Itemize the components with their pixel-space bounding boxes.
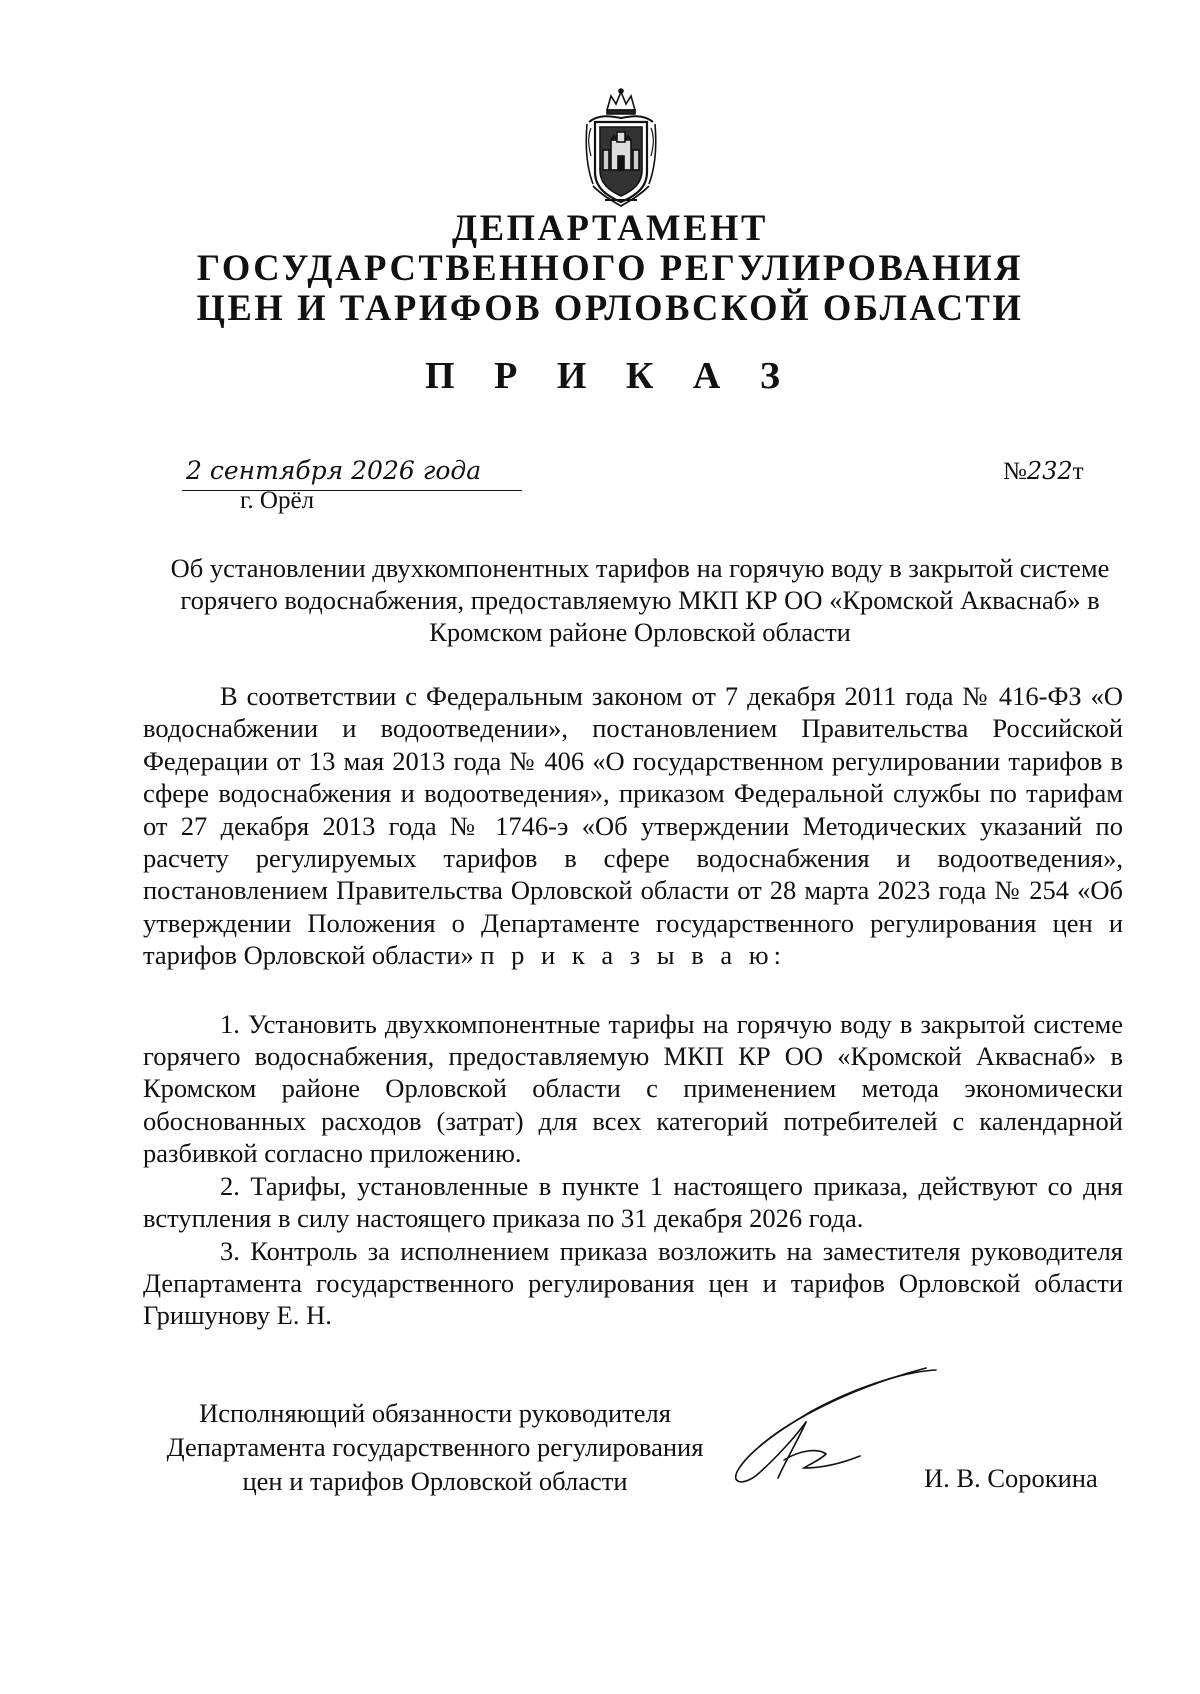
- order-number-handwritten: 232: [1026, 457, 1073, 485]
- order-date-handwritten: 2 сентября 2026 года: [182, 452, 522, 491]
- order-body: [143, 680, 1123, 1332]
- signatory-position-line: Исполняющий обязанности руководителя: [199, 1398, 671, 1428]
- order-city: г. Орёл: [240, 487, 315, 514]
- order-item: 1. Установить двухкомпонентные тарифы на горячую воду в закрытой системе горячего водоснабжения, предоставляемую МКП КР ОО «Кромской Акваснаб» в Кромском районе Орловской области с применением метода экономически обоснованных расходов (затрат) для всех категорий потребителей с календарной разбивкой согласно приложению.: [143, 1008, 1123, 1169]
- order-date-block: [182, 452, 522, 491]
- department-name: [0, 208, 1200, 328]
- order-item: 3. Контроль за исполнением приказа возложить на заместителя руководителя Департамента государственного регулирования цен и тарифов Орловской области Гришунову Е. Н.: [143, 1235, 1123, 1331]
- handwritten-signature: [700, 1350, 940, 1490]
- signatory-position-line: Департамента государственного регулирования: [166, 1432, 704, 1462]
- department-line: ГОСУДАРСТВЕННОГО РЕГУЛИРОВАНИЯ: [196, 247, 1024, 288]
- department-line: ДЕПАРТАМЕНТ: [452, 207, 768, 248]
- order-number-suffix: т: [1072, 458, 1084, 485]
- number-sign: №: [1003, 458, 1027, 485]
- prikazyvayu-word: п р и к а з ы в а ю:: [480, 940, 786, 971]
- order-subject: Об установлении двухкомпонентных тарифов на горячую воду в закрытой системе горячего водоснабжения, предоставляемую МКП КР ОО «Кромской Акваснаб» в Кромском районе Орловской области: [170, 553, 1110, 647]
- document-type-title: П Р И К А З: [425, 355, 795, 397]
- preamble-paragraph: [143, 680, 1123, 972]
- coat-of-arms-icon: [581, 88, 661, 210]
- preamble-text: В соответствии с Федеральным законом от 7 декабря 2011 года № 416-ФЗ «О водоснабжении и водоотведении», постановлением Правительства Российской Федерации от 13 мая 2013 года № 406 «О государственном регулировании тарифов в сфере водоснабжения и водоотведения», приказом Федеральной службы по тарифам от 27 декабря 2013 года № 1746-э «Об утверждении Методических указаний по расчету регулируемых тарифов в сфере водоснабжения и водоотведения», постановлением Правительства Орловской области от 28 марта 2023 года № 254 «Об утверждении Положения о Департаменте государственного регулирования цен и тарифов Орловской области»: [143, 681, 1123, 971]
- signatory-position: [150, 1396, 720, 1498]
- order-number: [1003, 457, 1084, 486]
- signatory-name: И. В. Сорокина: [924, 1463, 1098, 1493]
- signatory-position-line: цен и тарифов Орловской области: [242, 1466, 628, 1496]
- order-item: 2. Тарифы, установленные в пункте 1 настоящего приказа, действуют со дня вступления в силу настоящего приказа по 31 декабря 2026 года.: [143, 1170, 1123, 1234]
- department-line: ЦЕН И ТАРИФОВ ОРЛОВСКОЙ ОБЛАСТИ: [196, 287, 1024, 328]
